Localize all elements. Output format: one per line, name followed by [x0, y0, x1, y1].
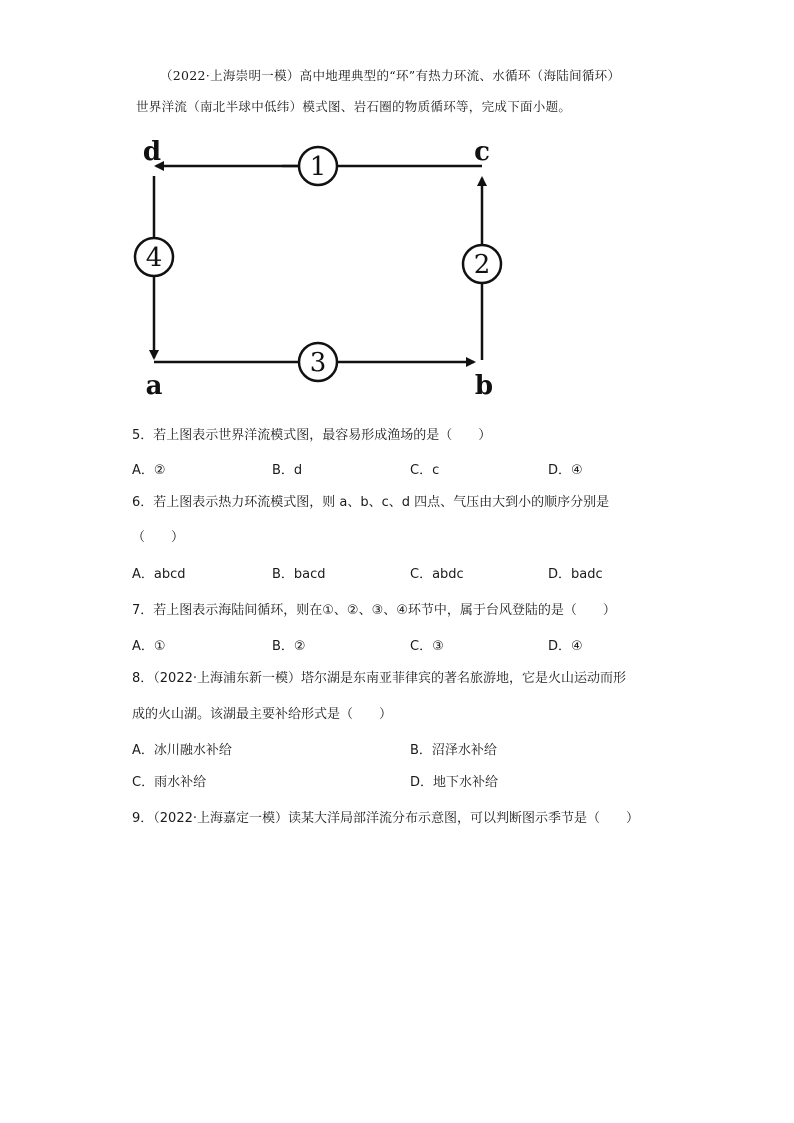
- circle-1-number: 1: [309, 152, 327, 182]
- question-5-option-a[interactable]: A．②: [132, 463, 166, 478]
- corner-label-d: d: [142, 137, 162, 167]
- question-6-option-d[interactable]: D．badc: [548, 567, 603, 582]
- question-8-stem: 8．（2022·上海浦东新一模）塔尔湖是东南亚菲律宾的著名旅游地，它是火山运动而形: [132, 671, 626, 686]
- circulation-diagram: [128, 136, 508, 406]
- circle-2-number: 2: [473, 250, 491, 280]
- question-6-option-b[interactable]: B．bacd: [272, 567, 326, 582]
- question-7-stem: 7．若上图表示海陆间循环，则在①、②、③、④环节中，属于台风登陆的是（ ）: [132, 603, 616, 618]
- question-8-option-b[interactable]: B．沼泽水补给: [410, 743, 497, 758]
- corner-label-c: c: [474, 137, 490, 167]
- question-8-option-c[interactable]: C．雨水补给: [132, 775, 207, 790]
- intro-line-2: 世界洋流（南北半球中低纬）模式图、岩石圈的物质循环等，完成下面小题。: [136, 99, 572, 114]
- intro-line-1: （2022·上海崇明一模）高中地理典型的“环”有热力环流、水循环（海陆间循环）: [160, 68, 621, 83]
- question-8-option-d[interactable]: D．地下水补给: [410, 775, 499, 790]
- question-6-option-a[interactable]: A．abcd: [132, 567, 186, 582]
- question-7-option-c[interactable]: C．③: [410, 639, 444, 654]
- question-5-stem: 5．若上图表示世界洋流模式图，最容易形成渔场的是（ ）: [132, 428, 492, 443]
- question-8-stem-cont: 成的火山湖。该湖最主要补给形式是（ ）: [132, 707, 393, 722]
- question-5-option-b[interactable]: B．d: [272, 463, 303, 478]
- question-8-option-a[interactable]: A．冰川融水补给: [132, 743, 232, 758]
- question-7-option-d[interactable]: D．④: [548, 639, 583, 654]
- circle-4-number: 4: [145, 243, 163, 273]
- question-5-option-d[interactable]: D．④: [548, 463, 583, 478]
- question-6-stem-cont: （ ）: [132, 530, 185, 545]
- circle-3-number: 3: [309, 348, 327, 378]
- question-5-option-c[interactable]: C．c: [410, 463, 440, 478]
- corner-label-a: a: [145, 371, 163, 401]
- question-6-stem: 6．若上图表示热力环流模式图，则 a、b、c、d 四点、气压由大到小的顺序分别是: [132, 495, 610, 510]
- corner-label-b: b: [474, 371, 494, 401]
- question-7-option-a[interactable]: A．①: [132, 639, 166, 654]
- question-6-option-c[interactable]: C．abdc: [410, 567, 464, 582]
- question-9-stem: 9．（2022·上海嘉定一模）读某大洋局部洋流分布示意图，可以判断图示季节是（ ）: [132, 811, 639, 826]
- question-7-option-b[interactable]: B．②: [272, 639, 306, 654]
